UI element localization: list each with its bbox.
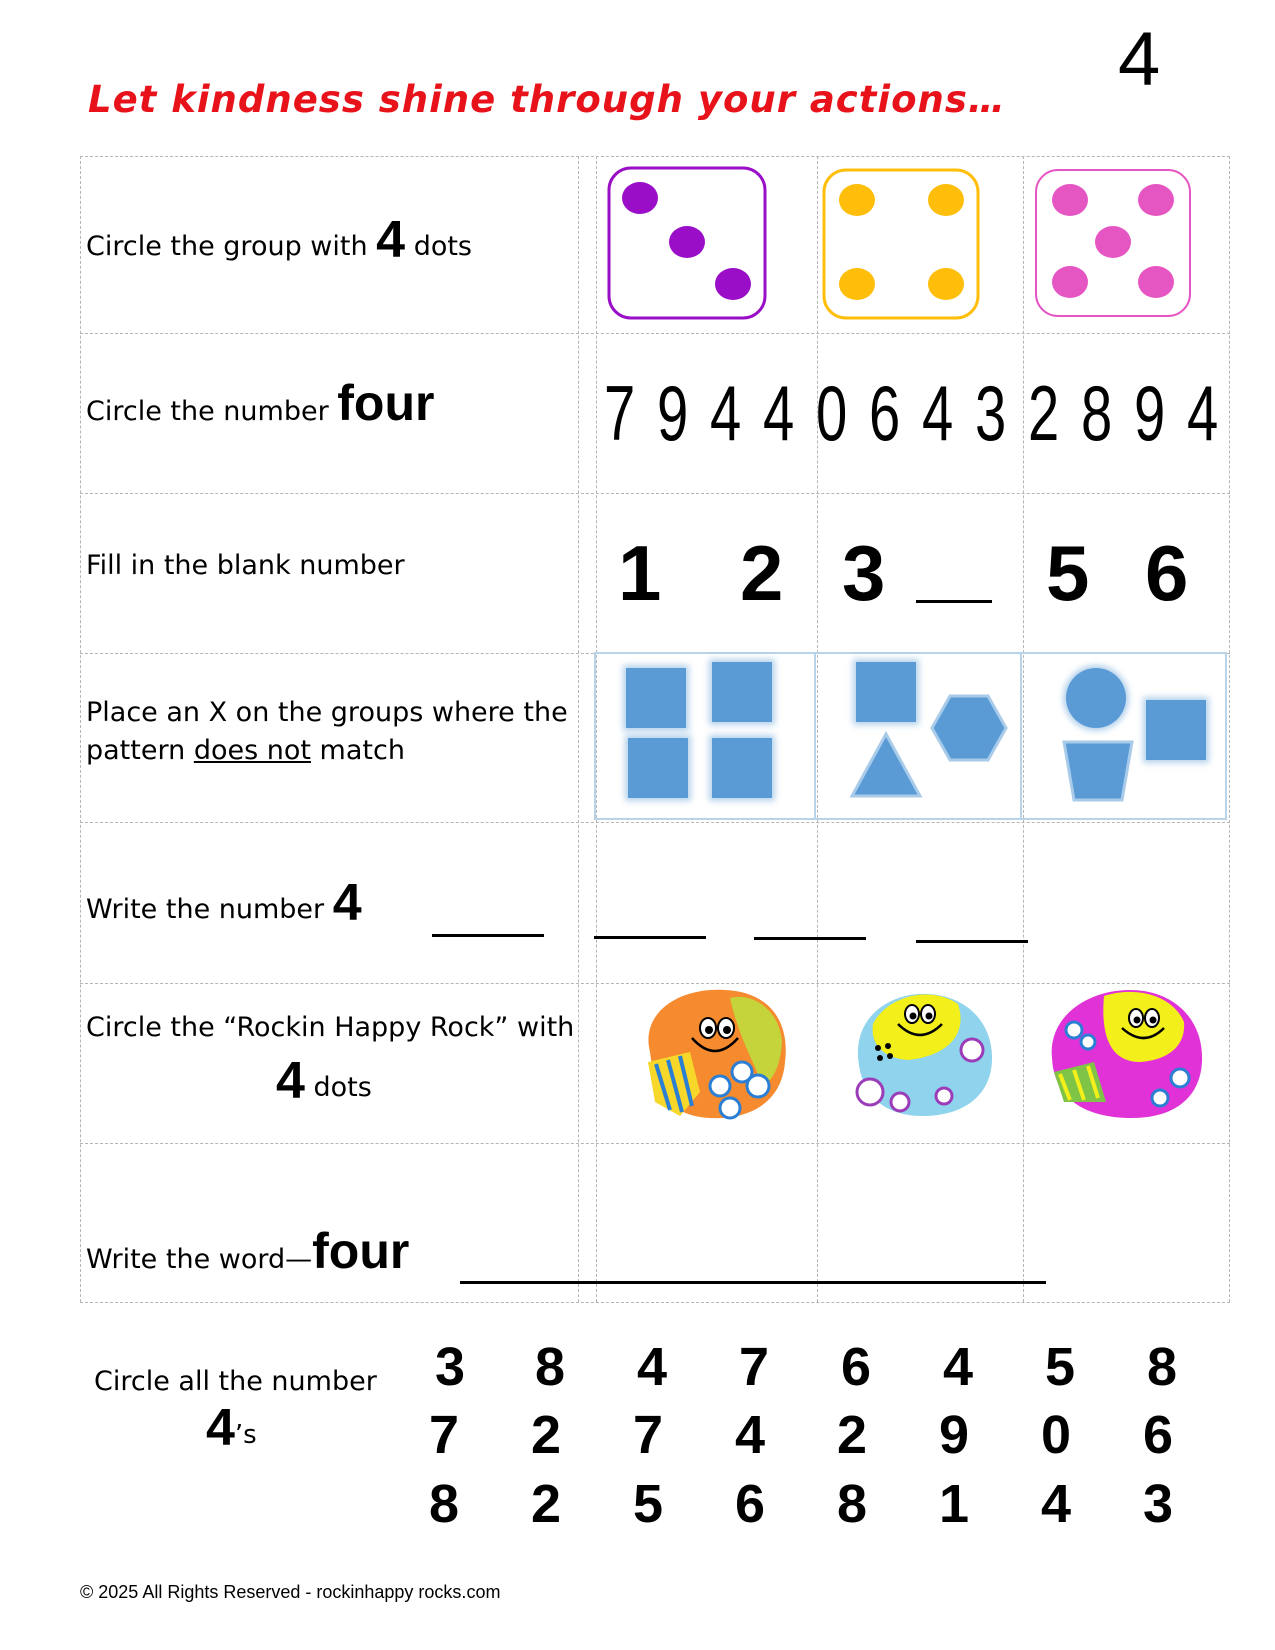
page-number: 4	[1118, 17, 1161, 102]
square-shape[interactable]	[1146, 700, 1206, 760]
hexagon-shape[interactable]	[928, 690, 1010, 766]
circle-all-number: 4	[206, 1399, 235, 1457]
grid-number[interactable]: 7	[738, 1337, 770, 1397]
digit[interactable]: 4	[710, 369, 742, 457]
blank-line[interactable]	[916, 600, 992, 603]
grid-number[interactable]: 6	[734, 1474, 766, 1534]
sequence-number: 1	[618, 529, 662, 617]
grid-number[interactable]: 4	[942, 1337, 974, 1397]
dice-group	[596, 160, 1230, 332]
pattern-prompt	[86, 694, 568, 770]
digit[interactable]: 3	[975, 369, 1007, 457]
grid-number[interactable]: 4	[1040, 1474, 1072, 1534]
digit[interactable]: 2	[1028, 369, 1060, 457]
grid-number[interactable]: 8	[1146, 1337, 1178, 1397]
circle-number-prefix: Circle the number	[86, 396, 329, 427]
pattern-prompt-post: match	[319, 735, 405, 766]
write-number-number: 4	[332, 874, 362, 932]
digit[interactable]: 9	[1134, 369, 1166, 457]
write-word-prompt	[86, 1218, 409, 1286]
circle-shape[interactable]	[1066, 668, 1126, 728]
grid-number[interactable]: 4	[636, 1337, 668, 1397]
write-line[interactable]	[916, 940, 1028, 943]
dots-prompt-number: 4	[376, 211, 406, 269]
dots-prompt-prefix: Circle the group with	[86, 231, 368, 262]
circle-number-word: four	[337, 375, 435, 431]
fill-blank-prompt: Fill in the blank number	[86, 550, 405, 581]
pattern-prompt-pre: pattern	[86, 735, 186, 766]
dots-prompt-suffix: dots	[413, 231, 472, 262]
dots-prompt	[86, 205, 472, 275]
digit[interactable]: 4	[922, 369, 954, 457]
circle-all-suffix: ’s	[234, 1420, 257, 1450]
number-sequence	[0, 528, 1275, 618]
square-shape[interactable]	[712, 662, 772, 722]
write-word-prefix: Write the word—	[86, 1244, 313, 1275]
trapezoid-shape[interactable]	[1060, 738, 1136, 804]
write-line[interactable]	[594, 936, 706, 939]
happy-rock-orange[interactable]	[630, 982, 795, 1122]
digit-row	[604, 368, 1240, 459]
digit[interactable]: 7	[604, 369, 636, 457]
grid-number[interactable]: 3	[1142, 1474, 1174, 1534]
grid-number[interactable]: 8	[534, 1337, 566, 1397]
happy-rock-blue[interactable]	[848, 984, 998, 1120]
grid-number[interactable]: 5	[1044, 1337, 1076, 1397]
pattern-prompt-line2	[86, 732, 568, 770]
rocks-prompt-line1: Circle the “Rockin Happy Rock” with	[86, 1012, 575, 1043]
rocks-prompt-line2	[276, 1046, 372, 1116]
digit[interactable]: 8	[1081, 369, 1113, 457]
grid-number[interactable]: 0	[1040, 1405, 1072, 1465]
sequence-number: 5	[1046, 529, 1090, 617]
sequence-number: 6	[1145, 529, 1189, 617]
write-number-prefix: Write the number	[86, 894, 325, 925]
grid-number[interactable]: 7	[428, 1405, 460, 1465]
die-five-dots[interactable]	[1036, 170, 1190, 316]
digit[interactable]: 4	[1187, 369, 1219, 457]
copyright-footer: © 2025 All Rights Reserved - rockinhappy rocks.com	[80, 1582, 501, 1602]
grid-number[interactable]: 1	[938, 1474, 970, 1534]
grid-number[interactable]: 2	[530, 1405, 562, 1465]
grid-number[interactable]: 9	[938, 1405, 970, 1465]
digit[interactable]: 6	[869, 369, 901, 457]
square-shape[interactable]	[712, 738, 772, 798]
square-shape[interactable]	[626, 668, 686, 728]
digit[interactable]: 4	[763, 369, 795, 457]
happy-rock-pink[interactable]	[1044, 982, 1208, 1122]
pattern-prompt-underlined: does not	[193, 735, 311, 766]
rocks-prompt-number: 4	[276, 1052, 305, 1110]
sequence-number: 2	[740, 529, 784, 617]
digit[interactable]: 9	[657, 369, 689, 457]
die-four-dots[interactable]	[824, 170, 978, 318]
grid-number[interactable]: 2	[836, 1405, 868, 1465]
square-shape[interactable]	[628, 738, 688, 798]
square-shape[interactable]	[856, 662, 916, 722]
write-word-line[interactable]	[460, 1281, 1046, 1284]
write-line[interactable]	[754, 937, 866, 940]
grid-number[interactable]: 6	[840, 1337, 872, 1397]
grid-number[interactable]: 5	[632, 1474, 664, 1534]
write-line[interactable]	[432, 934, 544, 937]
grid-number[interactable]: 3	[434, 1337, 466, 1397]
write-word-word: four	[312, 1223, 410, 1279]
circle-all-prompt: Circle all the number	[94, 1366, 377, 1397]
write-number-prompt	[86, 868, 362, 938]
grid-number[interactable]: 7	[632, 1405, 664, 1465]
digit[interactable]: 0	[816, 369, 848, 457]
sequence-number: 3	[842, 529, 886, 617]
grid-number[interactable]: 2	[530, 1474, 562, 1534]
grid-number[interactable]: 4	[734, 1405, 766, 1465]
circle-all-number-label	[206, 1398, 257, 1458]
pattern-prompt-line1: Place an X on the groups where the	[86, 697, 568, 728]
grid-number[interactable]: 6	[1142, 1405, 1174, 1465]
circle-number-prompt	[86, 370, 434, 438]
motto-heading: Let kindness shine through your actions…	[88, 78, 1006, 121]
die-three-dots[interactable]	[609, 168, 765, 318]
rocks-prompt-suffix: dots	[313, 1072, 372, 1103]
grid-number[interactable]: 8	[428, 1474, 460, 1534]
grid-number[interactable]: 8	[836, 1474, 868, 1534]
triangle-shape[interactable]	[846, 728, 926, 800]
